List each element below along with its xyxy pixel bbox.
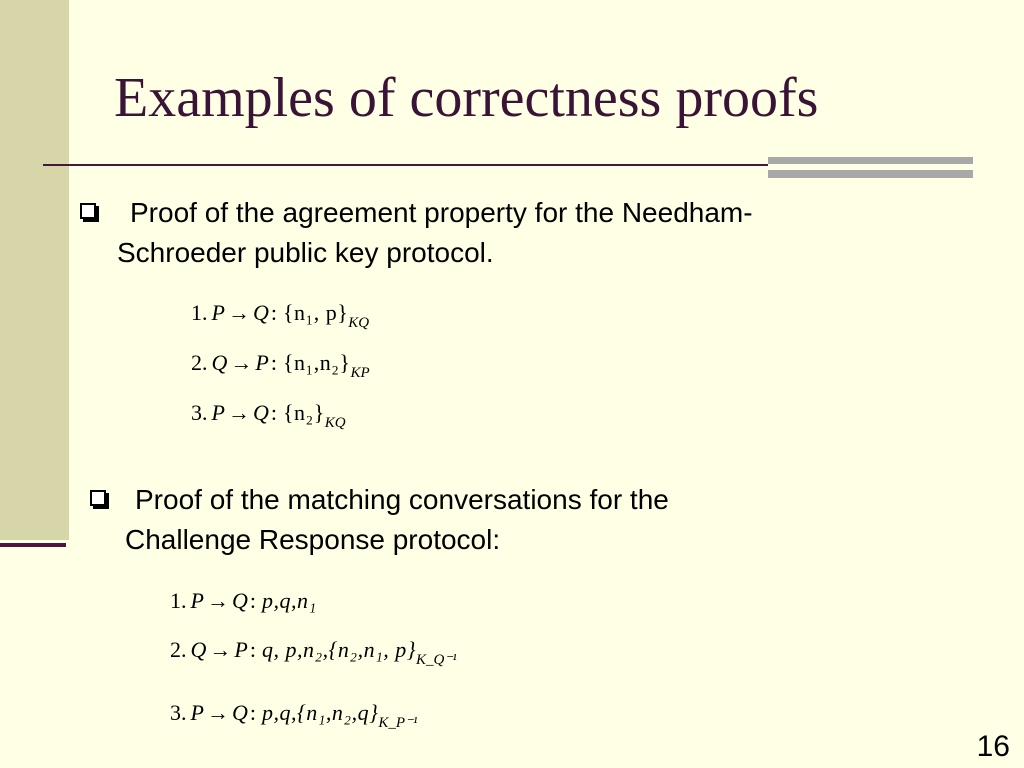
checkbox-bullet-icon (90, 490, 106, 506)
sidebar-decoration (0, 0, 69, 540)
arrow-icon: → (227, 400, 250, 425)
protocol-step: 1. P → Q: p,q,n₁ (170, 588, 317, 613)
bullet-challenge-response (90, 480, 669, 560)
protocol-step: 3. P → Q: $p,q,\{n_1,n_2,q\}_{K\_P^{-1}}$ (170, 700, 418, 731)
slide-title: Examples of correctness proofs (114, 67, 819, 129)
bullet-line-1: Proof of the matching conversations for the (135, 484, 669, 515)
bullet-needham-schroeder (80, 193, 753, 273)
arrow-icon: → (230, 350, 253, 375)
arrow-icon: → (227, 300, 250, 325)
sidebar-accent-line (0, 543, 66, 547)
bullet-line-2: Schroeder public key protocol. (117, 237, 494, 268)
arrow-icon: → (206, 588, 229, 613)
protocol-step: 2. Q → P: q, p,n₂,{n₂,n₁, $p\}_{K\_Q^{-1}}$ (170, 637, 457, 668)
bullet-line-2: Challenge Response protocol: (125, 524, 501, 555)
arrow-icon: → (209, 637, 232, 662)
decorative-bar-top (768, 157, 973, 164)
protocol-step: 2. Q → P: $\{n_1,n_2\}_{KP}$ (191, 350, 370, 381)
protocol-step: 3. P → Q: $\{n_2\}_{KQ}$ (191, 400, 346, 431)
arrow-icon: → (206, 700, 229, 725)
checkbox-bullet-icon (80, 203, 96, 219)
bullet-line-1: Proof of the agreement property for the Needham- (130, 197, 753, 228)
protocol-step: 1. P → Q: {n₁, $p\}_{KQ}$ (191, 300, 370, 331)
decorative-bar-bottom (768, 170, 973, 178)
title-divider (43, 164, 768, 166)
page-number: 16 (976, 730, 1010, 763)
